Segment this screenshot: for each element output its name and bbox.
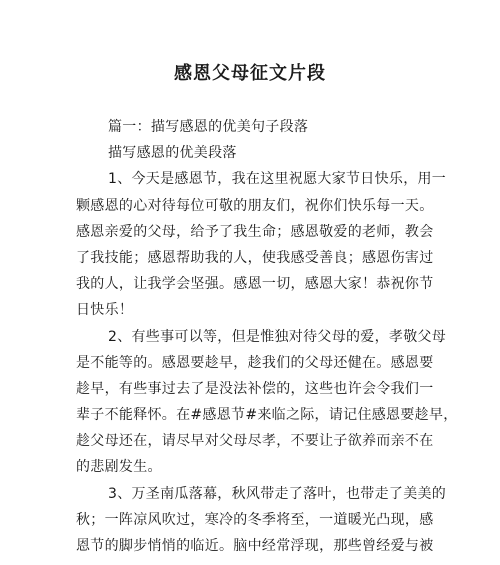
paragraph-line: 是不能等的。感恩要趁早，趁我们的父母还健在。感恩要 xyxy=(76,354,434,371)
paragraph-line: 我的人，让我学会坚强。感恩一切，感恩大家！恭祝你节 xyxy=(76,276,434,293)
document-body xyxy=(76,114,458,559)
paragraph-line: 3、万圣南瓜落幕，秋风带走了落叶，也带走了美美的 xyxy=(108,485,447,502)
paragraph-line: 的悲剧发生。 xyxy=(76,459,162,476)
paragraph-line: 了我技能；感恩帮助我的人，使我感受善良；感恩伤害过 xyxy=(76,249,434,266)
paragraph-line: 秋；一阵凉风吹过，寒冷的冬季将至，一道暖光凸现，感 xyxy=(76,511,434,528)
paragraph-line: 感恩亲爱的父母，给予了我生命；感恩敬爱的老师，教会 xyxy=(76,223,434,240)
paragraph-1 xyxy=(76,166,447,323)
paragraph-line: 日快乐！ xyxy=(76,302,134,319)
paragraph-line: 辈子不能释怀。在#感恩节#来临之际，请记住感恩要趁早， xyxy=(76,407,458,424)
paragraph-line: 趁父母还在，请尽早对父母尽孝，不要让子欲养而亲不在 xyxy=(76,433,434,450)
paragraph-line: 颗感恩的心对待每位可敬的朋友们，祝你们快乐每一天。 xyxy=(76,197,434,214)
subheading-primary: 篇一：描写感恩的优美句子段落 xyxy=(108,119,309,135)
paragraph-line: 恩节的脚步悄悄的临近。脑中经常浮现，那些曾经爱与被 xyxy=(76,538,434,554)
paragraph-3 xyxy=(76,481,447,560)
document-title: 感恩父母征文片段 xyxy=(174,63,326,84)
paragraph-2 xyxy=(76,324,458,481)
paragraph-line: 2、有些事可以等，但是惟独对待父母的爱，孝敬父母 xyxy=(108,328,447,345)
subheading-secondary: 描写感恩的优美段落 xyxy=(108,145,237,162)
paragraph-line: 趁早，有些事过去了是没法补偿的，这些也许会令我们一 xyxy=(76,380,434,397)
paragraph-line: 1、今天是感恩节，我在这里祝愿大家节日快乐，用一 xyxy=(108,171,447,188)
